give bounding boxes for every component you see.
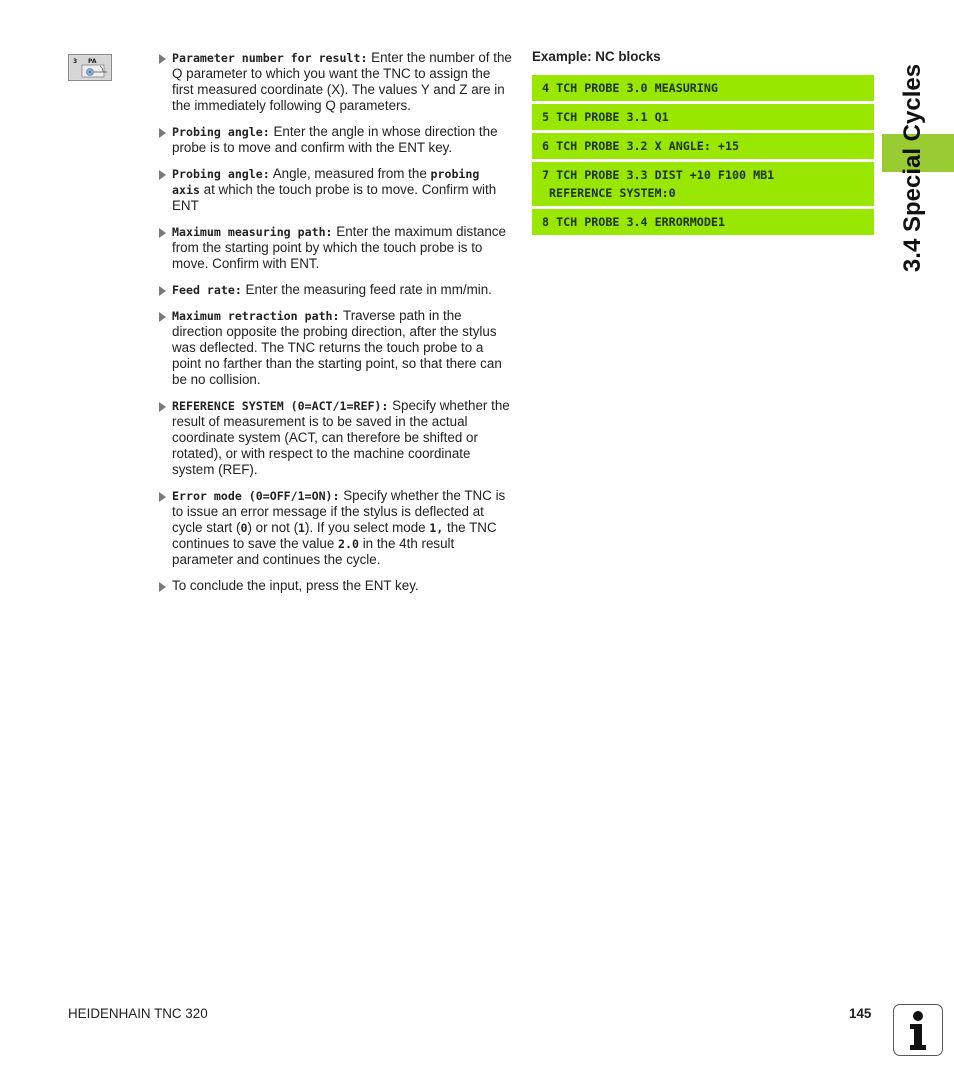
param-probing-angle-axis	[158, 166, 513, 214]
nc-line: 4 TCH PROBE 3.0 MEASURING	[542, 81, 718, 95]
triangle-bullet-icon	[159, 128, 166, 138]
nc-block	[532, 75, 874, 101]
param-value: 2.0	[338, 537, 359, 551]
param-label: Parameter number for result:	[172, 51, 368, 65]
param-result-number	[158, 50, 513, 114]
nc-block	[532, 104, 874, 130]
param-value: 0	[240, 521, 248, 535]
nc-block	[532, 162, 874, 206]
param-text: Specify whether the TNC is to issue an error message if the stylus is deflected at cycle start (	[172, 488, 506, 535]
nc-line: 8 TCH PROBE 3.4 ERRORMODE1	[542, 215, 725, 229]
param-label: Error mode (0=OFF/1=ON):	[172, 489, 340, 503]
param-label: REFERENCE SYSTEM (0=ACT/1=REF):	[172, 399, 389, 413]
page-number: 145	[849, 1006, 872, 1021]
param-inline-term: probing axis	[172, 167, 480, 197]
param-label: Maximum measuring path:	[172, 225, 333, 239]
nc-line: 7 TCH PROBE 3.3 DIST +10 F100 MB1	[542, 168, 775, 182]
triangle-bullet-icon	[159, 228, 166, 238]
param-text: the TNC continues to save the value	[172, 520, 497, 551]
param-reference-system	[158, 398, 513, 478]
nc-block	[532, 209, 874, 235]
example-section	[532, 49, 874, 238]
param-text: Specify whether the result of measurement is to be saved in the actual coordinate system (ACT, can therefore be shifted or rotated), or with respect to the machine coordinate system (REF).	[172, 398, 510, 477]
parameter-list	[158, 50, 513, 604]
param-label: Probing angle:	[172, 167, 270, 181]
triangle-bullet-icon	[159, 582, 166, 592]
triangle-bullet-icon	[159, 286, 166, 296]
param-text: ). If you select mode	[305, 520, 430, 535]
nc-line-continuation: REFERENCE SYSTEM:0	[549, 186, 676, 200]
nc-line: 5 TCH PROBE 3.1 Q1	[542, 110, 669, 124]
param-text: Enter the number of the Q parameter to which you want the TNC to assign the first measured coordinate (X). The values Y and Z are in the immediately following Q parameters.	[172, 50, 512, 113]
param-label: Maximum retraction path:	[172, 309, 340, 323]
param-max-retraction-path	[158, 308, 513, 388]
triangle-bullet-icon	[159, 312, 166, 322]
param-value: 1	[298, 521, 306, 535]
param-text: Traverse path in the direction opposite the probing direction, after the stylus was deflected. The TNC returns the touch probe to a point no farther than the starting point, so that there can be no collision.	[172, 308, 502, 387]
conclude-text: To conclude the input, press the ENT key.	[172, 578, 419, 593]
param-label: Probing angle:	[172, 125, 270, 139]
probe-cycle-softkey-icon	[68, 54, 112, 81]
param-text: at which the touch probe is to move. Confirm with ENT	[172, 182, 497, 213]
footer-manual-name: HEIDENHAIN TNC 320	[68, 1006, 208, 1021]
triangle-bullet-icon	[159, 54, 166, 64]
param-label: Feed rate:	[172, 283, 242, 297]
param-feed-rate	[158, 282, 513, 298]
nc-line: 6 TCH PROBE 3.2 X ANGLE: +15	[542, 139, 740, 153]
param-text: Enter the angle in whose direction the probe is to move and confirm with the ENT key.	[172, 124, 498, 155]
section-title: 3.4 Special Cycles	[899, 63, 926, 273]
softkey-label: PA	[88, 58, 97, 65]
param-error-mode	[158, 488, 513, 568]
triangle-bullet-icon	[159, 402, 166, 412]
softkey-number: 3	[73, 58, 78, 65]
param-max-measuring-path	[158, 224, 513, 272]
param-text: ) or not (	[247, 520, 299, 535]
param-text: Enter the measuring feed rate in mm/min.	[241, 282, 492, 297]
conclude-instruction	[158, 578, 513, 594]
param-value: 1,	[429, 521, 444, 535]
triangle-bullet-icon	[159, 492, 166, 502]
param-text: Enter the maximum distance from the starting point by which the touch probe is to move. Confirm with ENT.	[172, 224, 506, 271]
param-probing-angle	[158, 124, 513, 156]
example-title: Example: NC blocks	[532, 49, 661, 64]
param-text: Angle, measured from the	[269, 166, 431, 181]
param-text: in the 4th result parameter and continues the cycle.	[172, 536, 455, 567]
nc-block	[532, 133, 874, 159]
info-icon	[893, 1004, 943, 1056]
triangle-bullet-icon	[159, 170, 166, 180]
